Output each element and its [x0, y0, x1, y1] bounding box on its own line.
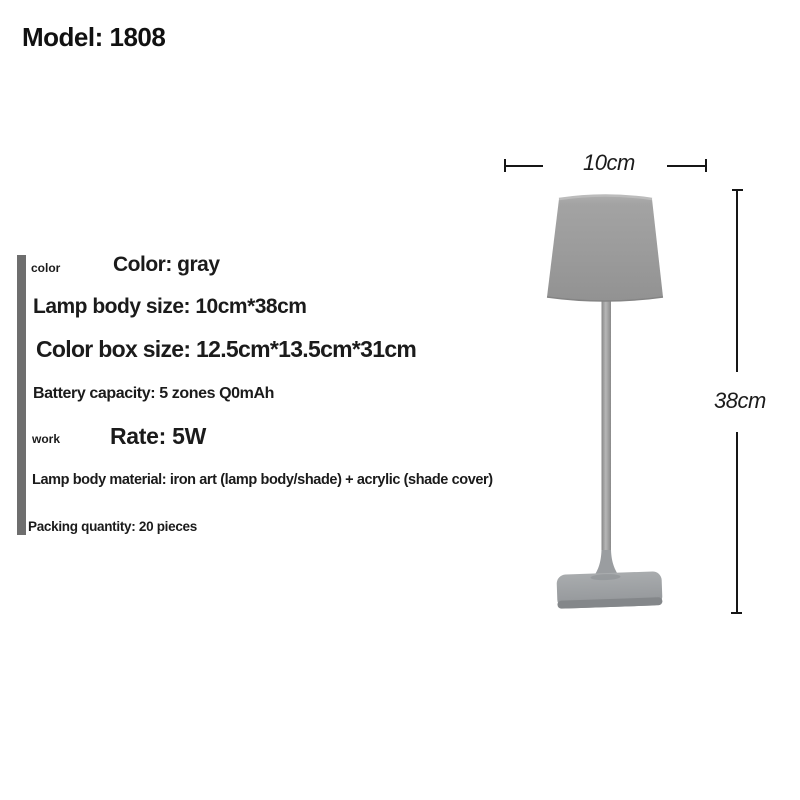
spec-row-lamp-body-size: Lamp body size: 10cm*38cm — [33, 295, 307, 318]
spec-row-color-box-size: Color box size: 12.5cm*13.5cm*31cm — [36, 336, 417, 362]
spec-row-lamp-body-material: Lamp body material: iron art (lamp body/shade) + acrylic (shade cover) — [32, 472, 493, 488]
spec-row-battery-capacity: Battery capacity: 5 zones Q0mAh — [33, 385, 275, 402]
width-dim-right-line — [667, 165, 706, 167]
width-dim-right-tick — [705, 159, 707, 172]
lamp-shade — [547, 196, 663, 302]
lamp-base — [556, 571, 662, 609]
height-dim-label: 38cm — [714, 388, 766, 413]
height-dim-lower-line — [736, 432, 738, 613]
width-dim-left-line — [505, 165, 543, 167]
spec-row-packing-quantity: Packing quantity: 20 pieces — [28, 519, 197, 534]
accent-bar — [17, 255, 26, 535]
height-dim-bottom-tick — [731, 612, 742, 614]
page-title: Model: 1808 — [22, 22, 166, 52]
spec-row-color: Color: gray — [113, 253, 220, 276]
height-dim-upper-line — [736, 190, 738, 372]
width-dim-label: 10cm — [583, 150, 635, 175]
spec-row-rate: Rate: 5W — [110, 423, 207, 449]
lamp-pole — [594, 290, 619, 576]
spec-side-label-color: color — [31, 261, 61, 275]
spec-side-label-work: work — [32, 432, 61, 446]
lamp-illustration — [540, 190, 670, 622]
